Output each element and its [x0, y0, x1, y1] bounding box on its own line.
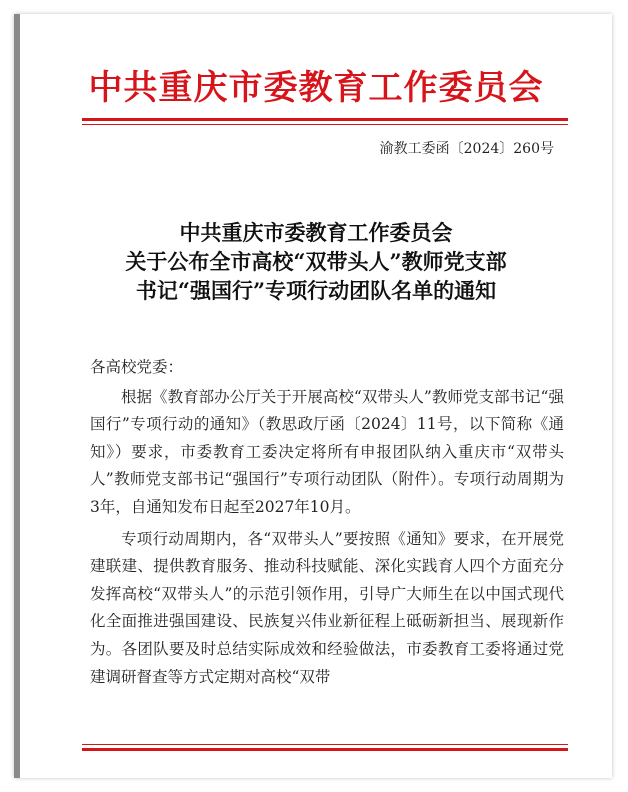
document-page: [14, 14, 612, 778]
paragraph-1: 根据《教育部办公厅关于开展高校“双带头人”教师党支部书记“强国行”专项行动的通知》（教思政厅函〔2024〕11号，以下简称《通知》）要求，市委教育工委决定将所有申报团队纳入重庆市“双带头人”教师党支部书记“强国行”专项行动团队（附件）。专项行动周期为3年，自通知发布日起至2027年10月。: [90, 387, 564, 516]
header-red-rule-thin: [82, 124, 568, 125]
salutation: 各高校党委：: [90, 358, 184, 376]
header-red-rule: [82, 118, 568, 121]
issuer-header: 中共重庆市委教育工作委员会: [88, 68, 544, 108]
title-line-1: 中共重庆市委教育工作委员会: [179, 220, 453, 245]
title-line-2: 关于公布全市高校“双带头人”教师党支部: [125, 249, 507, 274]
footer-red-rule: [82, 748, 568, 751]
footer-red-rule-thin: [82, 744, 568, 745]
document-title: [20, 218, 612, 305]
paragraph-2: 专项行动周期内，各“双带头人”要按照《通知》要求，在开展党建联建、提供教育服务、推动科技赋能、深化实践育人四个方面充分发挥高校“双带头人”的示范引领作用，引导广大师生在以中国式现代化全面推进强国建设、民族复兴伟业新征程上砥砺新担当、展现新作为。各团队要及时总结实际成效和经验做法，市委教育工委将通过党建调研督查等方式定期对高校“双带: [90, 529, 564, 686]
document-number: 渝教工委函〔2024〕260号: [379, 141, 554, 157]
title-line-3: 书记“强国行”专项行动团队名单的通知: [135, 278, 497, 303]
document-body: [90, 354, 564, 691]
